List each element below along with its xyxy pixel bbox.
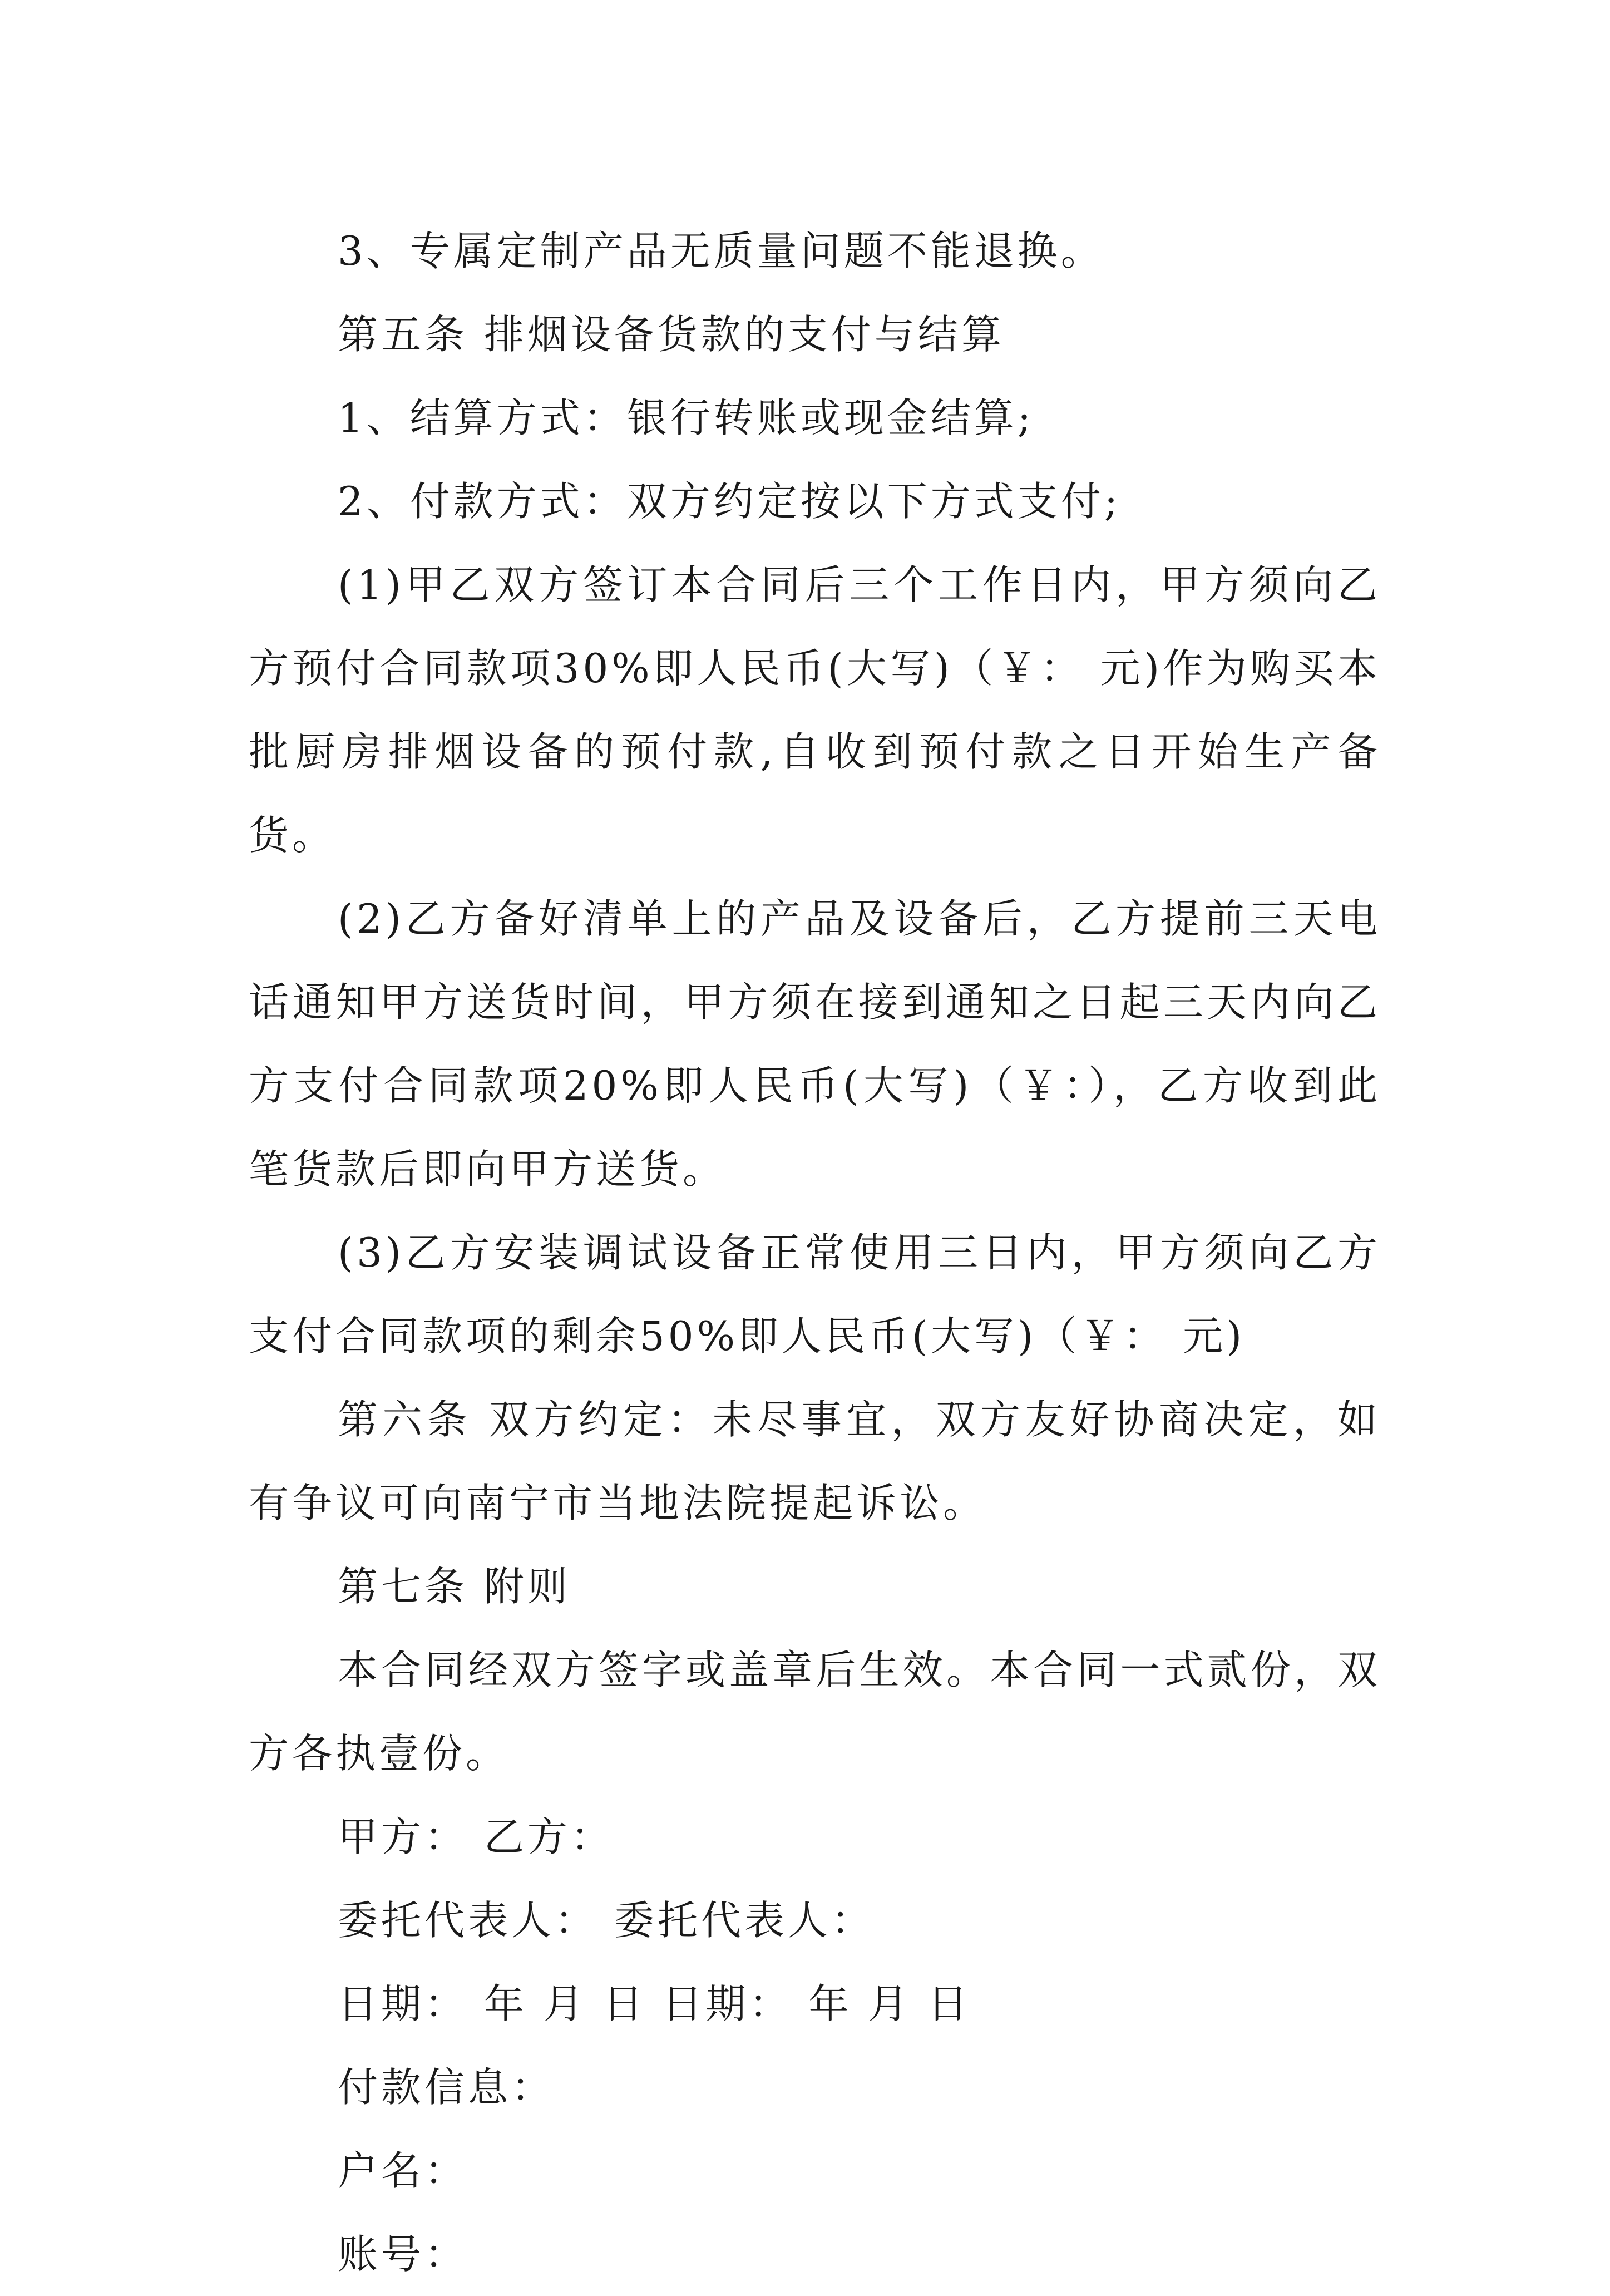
representative-labels: 委托代表人： 委托代表人： [338, 1897, 875, 1944]
clause-no-return: 3、专属定制产品无质量问题不能退换。 [338, 228, 1104, 274]
party-labels: 甲方： 乙方： [338, 1814, 614, 1860]
payment-term-2: (2)乙方备好清单上的产品及设备后，乙方提前三天电话通知甲方送货时间，甲方须在接到通知之日起三天内向乙方支付合同款项20%即人民币(大写)（￥：），乙方收到此笔货款后即向甲方送货。 [249, 895, 1381, 1193]
document-body [249, 209, 1381, 2296]
payment-term-1: (1)甲乙双方签订本合同后三个工作日内，甲方须向乙方预付合同款项30%即人民币(大写)（￥： 元)作为购买本批厨房排烟设备的预付款,自收到预付款之日开始生产备货。 [249, 561, 1381, 859]
payment-term-3: (3)乙方安装调试设备正常使用三日内，甲方须向乙方支付合同款项的剩余50%即人民币(大写)（￥： 元) [249, 1229, 1381, 1359]
effectiveness-clause: 本合同经双方签字或盖章后生效。本合同一式贰份，双方各执壹份。 [249, 1647, 1381, 1777]
article-6: 第六条 双方约定：未尽事宜，双方友好协商决定，如有争议可向南宁市当地法院提起诉讼。 [249, 1396, 1381, 1526]
account-name-label: 户名： [338, 2147, 468, 2194]
payment-info-label: 付款信息： [338, 2064, 555, 2111]
payment-method: 2、付款方式：双方约定按以下方式支付; [338, 478, 1122, 525]
article-5-heading: 第五条 排烟设备货款的支付与结算 [338, 311, 1005, 358]
article-7-heading: 第七条 附则 [338, 1563, 571, 1610]
settlement-method: 1、结算方式：银行转账或现金结算; [338, 395, 1035, 441]
account-number-label: 账号： [338, 2231, 468, 2278]
date-labels: 日期： 年 月 日 日期： 年 月 日 [338, 1980, 971, 2027]
